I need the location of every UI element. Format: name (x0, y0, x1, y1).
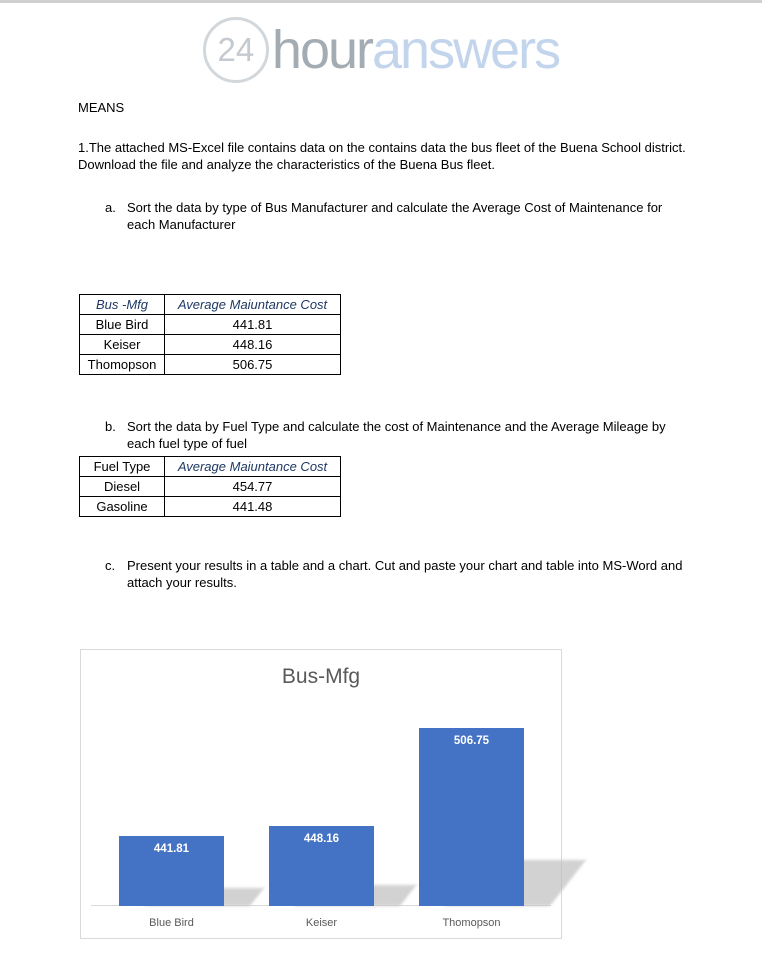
bar-data-label: 506.75 (453, 735, 490, 748)
intro-paragraph: 1.The attached MS-Excel file contains data on the contains data the bus fleet of the Buena School district. Download the file and analyze the characteristics of the Buena Bus fleet. (78, 140, 686, 173)
fuel-cell-name: Diesel (80, 476, 165, 496)
chart-bar (419, 728, 524, 906)
mfg-cell-name: Thomopson (80, 354, 165, 374)
fuel-table (79, 456, 341, 517)
list-text-c: Present your results in a table and a chart. Cut and paste your chart and table into MS-Word and attach your results. (127, 557, 683, 591)
table-row (80, 476, 341, 496)
logo-answers-text: answers (372, 20, 560, 80)
bar-data-label: 441.81 (153, 843, 190, 856)
chart-bar (269, 826, 374, 906)
mfg-cell-value: 441.81 (165, 314, 341, 334)
mfg-cell-value: 506.75 (165, 354, 341, 374)
category-label: Thomopson (442, 917, 501, 930)
mfg-header-bus: Bus -Mfg (80, 294, 165, 314)
logo-24-badge-icon (203, 17, 269, 83)
chart-plot-area (81, 650, 561, 938)
mfg-cell-value: 448.16 (165, 334, 341, 354)
table-row (80, 354, 341, 374)
category-label: Blue Bird (149, 917, 194, 930)
list-marker-b: b. (105, 418, 116, 434)
logo-hour-text: hour (271, 20, 372, 80)
mfg-table (79, 294, 341, 375)
fuel-header-type: Fuel Type (80, 456, 165, 476)
table-row (80, 334, 341, 354)
site-logo (0, 3, 762, 85)
fuel-cell-value: 441.48 (165, 496, 341, 516)
logo-24-text: 24 (217, 31, 255, 68)
list-marker-a: a. (105, 200, 116, 216)
fuel-table-header-row (80, 456, 341, 476)
table-row (80, 496, 341, 516)
bar-data-label: 448.16 (303, 833, 340, 846)
chart-bar (119, 836, 224, 906)
fuel-header-cost: Average Maiuntance Cost (165, 456, 341, 476)
mfg-header-cost: Average Maiuntance Cost (165, 294, 341, 314)
bus-mfg-chart (80, 649, 562, 939)
mfg-table-header-row (80, 294, 341, 314)
list-text-a: Sort the data by type of Bus Manufacturer and calculate the Average Cost of Maintenance for each Manufacturer (127, 200, 663, 233)
chart-title: Bus-Mfg (281, 665, 361, 689)
list-marker-c: c. (105, 557, 116, 573)
list-item-a (105, 199, 762, 233)
list-text-b: Sort the data by Fuel Type and calculate the cost of Maintenance and the Average Mileage by each fuel type of fuel (127, 418, 666, 451)
fuel-cell-value: 454.77 (165, 476, 341, 496)
category-label: Keiser (305, 917, 338, 930)
fuel-cell-name: Gasoline (80, 496, 165, 516)
table-row (80, 314, 341, 334)
mfg-cell-name: Blue Bird (80, 314, 165, 334)
list-item-b (105, 418, 762, 452)
page-title: MEANS (78, 100, 125, 115)
list-item-c (105, 557, 762, 591)
mfg-cell-name: Keiser (80, 334, 165, 354)
